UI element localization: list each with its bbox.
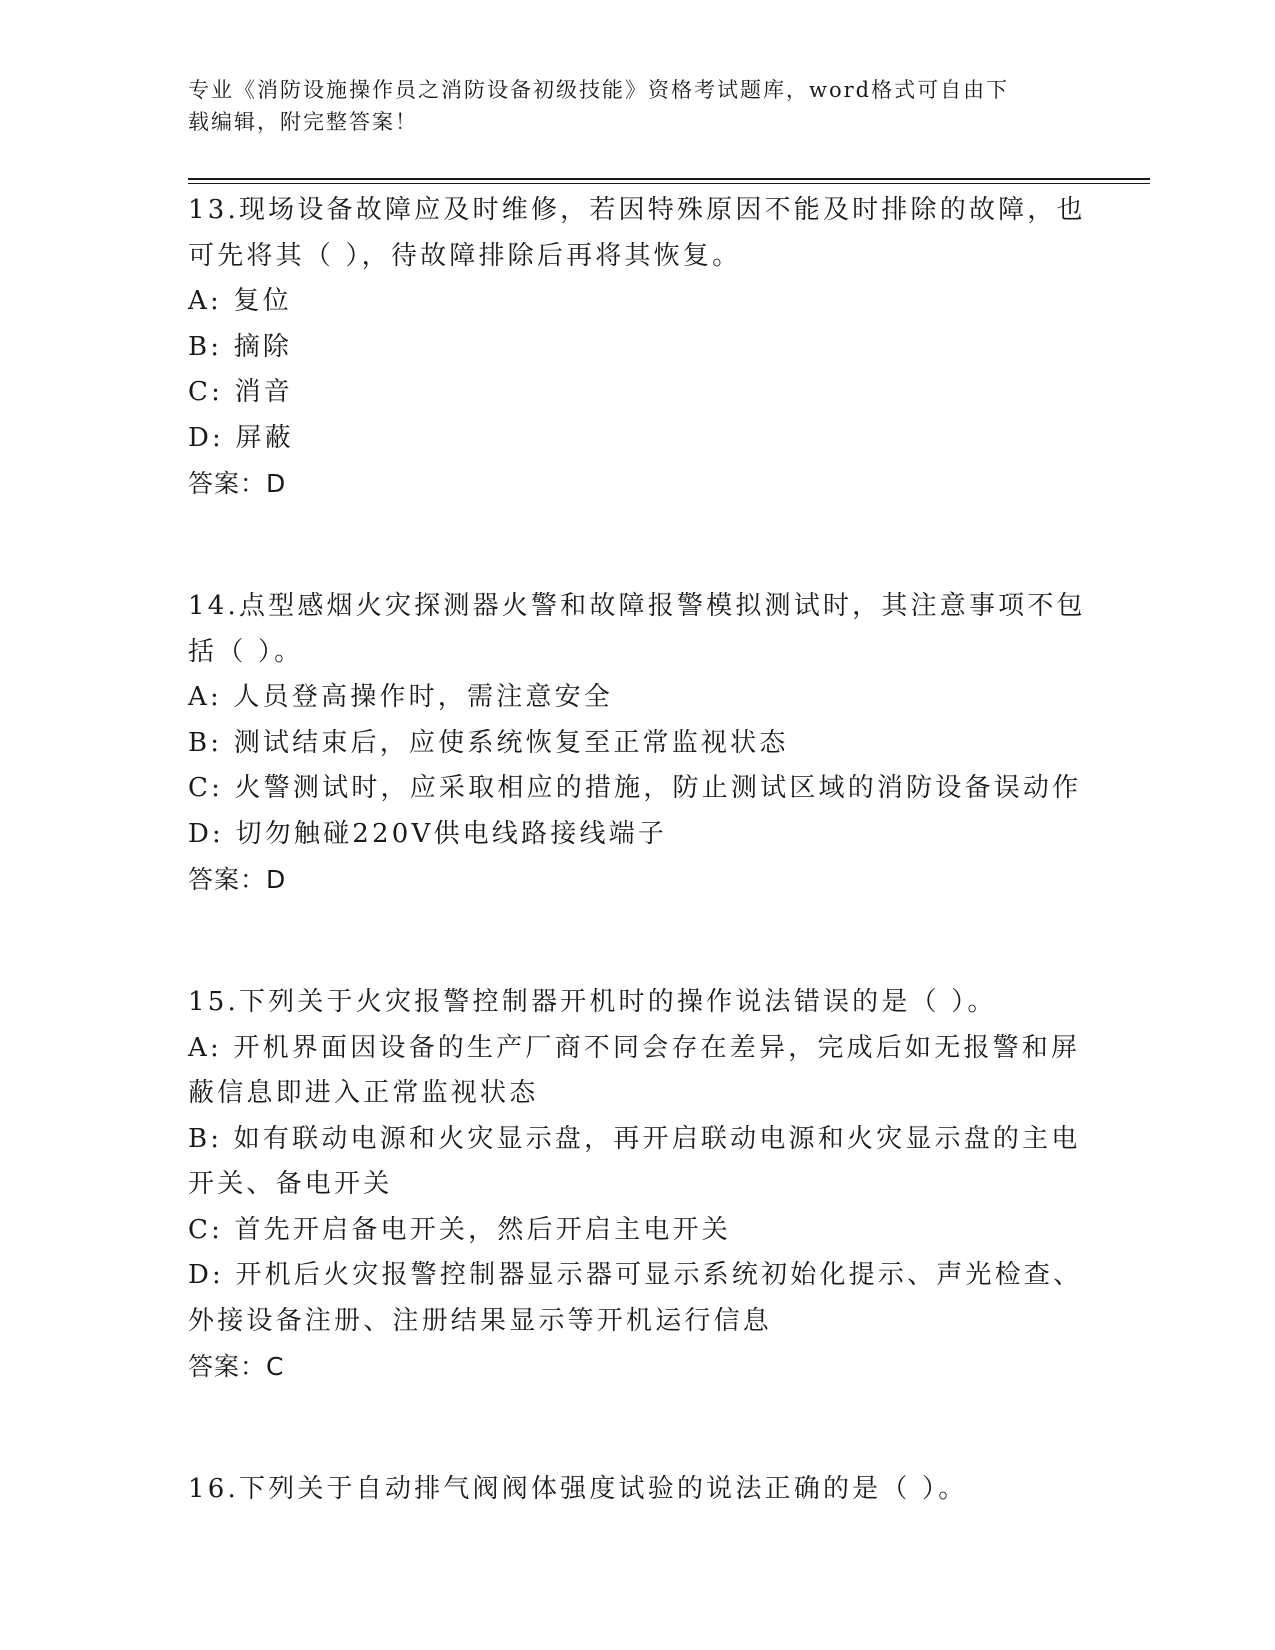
- question-16: [188, 1467, 1078, 1513]
- option-b-continued: 开关、备电开关: [188, 1169, 393, 1199]
- spacer: [188, 1390, 1078, 1436]
- answer-line: 答案：D: [188, 865, 287, 894]
- option-d: D: 切勿触碰220V供电线路接线端子: [188, 818, 668, 849]
- spacer: [188, 1435, 1078, 1467]
- answer-line: 答案：D: [188, 469, 287, 498]
- question-list: [188, 188, 1086, 1513]
- option-a: A: 开机界面因设备的生产厂商不同会存在差异，完成后如无报警和屏: [188, 1032, 1081, 1063]
- spacer: [188, 903, 1078, 949]
- option-d: D: 开机后火灾报警控制器显示器可显示系统初始化提示、声光检查、: [188, 1260, 1083, 1290]
- question-stem: 13.现场设备故障应及时维修，若因特殊原因不能及时排除的故障，也: [188, 195, 1086, 225]
- option-a: A: 人员登高操作时，需注意安全: [188, 682, 614, 712]
- header-note-line: 专业《消防设施操作员之消防设备初级技能》资格考试题库，word格式可自由下: [188, 78, 1010, 102]
- spacer: [188, 507, 1078, 553]
- option-b: B: 摘除: [188, 331, 293, 362]
- option-b: B: 如有联动电源和火灾显示盘，再开启联动电源和火灾显示盘的主电: [188, 1123, 1081, 1154]
- header-divider-thick: [188, 178, 1150, 180]
- option-c: C: 火警测试时，应采取相应的措施，防止测试区域的消防设备误动作: [188, 773, 1082, 803]
- answer-line: 答案：C: [188, 1352, 285, 1381]
- header-note-line: 载编辑，附完整答案！: [188, 110, 418, 134]
- spacer: [188, 948, 1078, 980]
- question-stem: 可先将其（ ），待故障排除后再将其恢复。: [188, 240, 742, 271]
- option-b: B: 测试结束后，应使系统恢复至正常监视状态: [188, 727, 789, 758]
- option-a-continued: 蔽信息即进入正常监视状态: [188, 1078, 539, 1108]
- question-stem: 括（ ）。: [188, 636, 304, 667]
- option-a: A: 复位: [188, 286, 292, 316]
- option-c: C: 首先开启备电开关，然后开启主电开关: [188, 1214, 731, 1245]
- header-note: [188, 74, 1078, 138]
- header-divider-thin: [188, 183, 1150, 184]
- spacer: [188, 552, 1078, 584]
- question-14: [188, 584, 1086, 903]
- question-stem: 15.下列关于火灾报警控制器开机时的操作说法错误的是（ ）。: [188, 987, 997, 1017]
- question-stem: 16.下列关于自动排气阀阀体强度试验的说法正确的是（ ）。: [188, 1474, 968, 1504]
- question-13: [188, 188, 1086, 507]
- option-c: C: 消音: [188, 377, 293, 407]
- question-15: [188, 980, 1083, 1390]
- option-d-continued: 外接设备注册、注册结果显示等开机运行信息: [188, 1305, 773, 1336]
- question-stem: 14.点型感烟火灾探测器火警和故障报警模拟测试时，其注意事项不包: [188, 591, 1086, 621]
- option-d: D: 屏蔽: [188, 422, 294, 453]
